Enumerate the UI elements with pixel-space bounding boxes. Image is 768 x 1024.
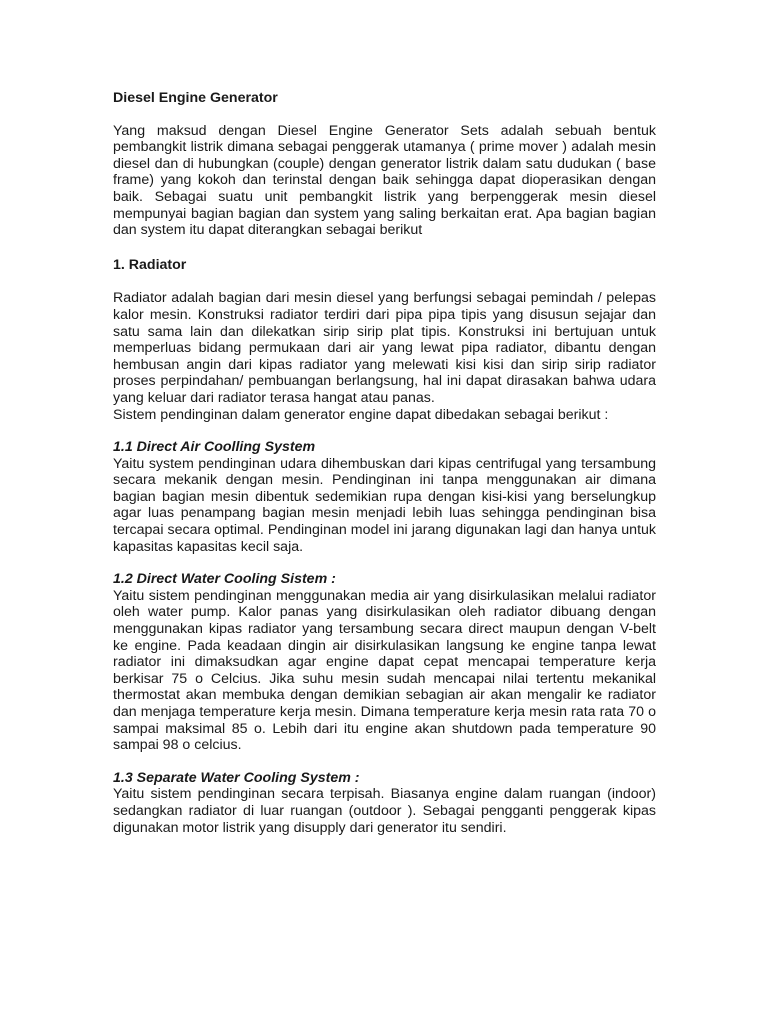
document-title: Diesel Engine Generator	[113, 90, 278, 106]
document-page	[113, 90, 656, 836]
intro-paragraph: Yang maksud dengan Diesel Engine Generator Sets adalah sebuah bentuk pembangkit listrik dimana sebagai penggerak utamanya ( prime mover ) adalah mesin diesel dan di hubungkan (couple) dengan generator listrik dalam satu dudukan ( base frame) yang kokoh dan terinstal dengan baik sehingga dapat dioperasikan dengan baik. Sebagai suatu unit pembangkit listrik yang berpenggerak mesin diesel mempunyai bagian bagian dan system yang saling berkaitan erat. Apa bagian bagian dan system itu dapat diterangkan sebagai berikut	[113, 122, 656, 239]
section-heading-radiator: 1. Radiator	[113, 256, 187, 273]
subsection-heading-direct-water: 1.2 Direct Water Cooling Sistem :	[113, 571, 336, 588]
direct-water-paragraph: Yaitu sistem pendinginan menggunakan media air yang disirkulasikan melalui radiator oleh water pump. Kalor panas yang disirkulasikan oleh radiator dibuang dengan menggunakan kipas radiator yang tersambung secara direct maupun dengan V-belt ke engine. Pada keadaan dingin air disirkulasikan langsung ke engine tanpa lewat radiator ini dimaksudkan agar engine dapat cepat mencapai temperature kerja berkisar 75 o Celcius. Jika suhu mesin sudah mencapai nilai tertentu mekanikal thermostat akan membuka dengan demikian sebagian air akan mengalir ke radiator dan menjaga temperature kerja mesin. Dimana temperature kerja mesin rata rata 70 o sampai maksimal 85 o. Lebih dari itu engine akan shutdown pada temperature 90 sampai 98 o celcius.	[113, 587, 656, 754]
direct-air-paragraph: Yaitu system pendinginan udara dihembuskan dari kipas centrifugal yang tersambung secara mekanik dengan mesin. Pendinginan ini tanpa menggunakan air dimana bagian bagian mesin dibentuk sedemikian rupa dengan kisi-kisi yang berselungkup agar luas penampang bagian mesin menjadi lebih luas sehingga pendinginan bisa tercapai secara optimal. Pendinginan model ini jarang digunakan lagi dan hanya untuk kapasitas kapasitas kecil saja.	[113, 455, 656, 555]
subsection-heading-separate-water: 1.3 Separate Water Cooling System :	[113, 769, 360, 786]
radiator-paragraph: Radiator adalah bagian dari mesin diesel yang berfungsi sebagai pemindah / pelepas kalor mesin. Konstruksi radiator terdiri dari pipa pipa tipis yang disusun sejajar dan satu sama lain dan dilekatkan sirip sirip plat tipis. Konstruksi ini bertujuan untuk memperluas bidang permukaan dari air yang lewat pipa radiator, dibantu dengan hembusan angin dari kipas radiator yang melewati kisi kisi dan sirip sirip radiator proses perpindahan/ pembuangan berlangsung, hal ini dapat dirasakan bahwa udara yang keluar dari radiator terasa hangat atau panas.	[113, 290, 656, 406]
cooling-types-intro: Sistem pendinginan dalam generator engine dapat dibedakan sebagai berikut :	[113, 406, 609, 423]
separate-water-paragraph: Yaitu sistem pendinginan secara terpisah. Biasanya engine dalam ruangan (indoor) sedangkan radiator di luar ruangan (outdoor ). Sebagai pengganti penggerak kipas digunakan motor listrik yang disupply dari generator itu sendiri.	[113, 786, 656, 836]
subsection-heading-direct-air: 1.1 Direct Air Coolling System	[113, 439, 316, 456]
